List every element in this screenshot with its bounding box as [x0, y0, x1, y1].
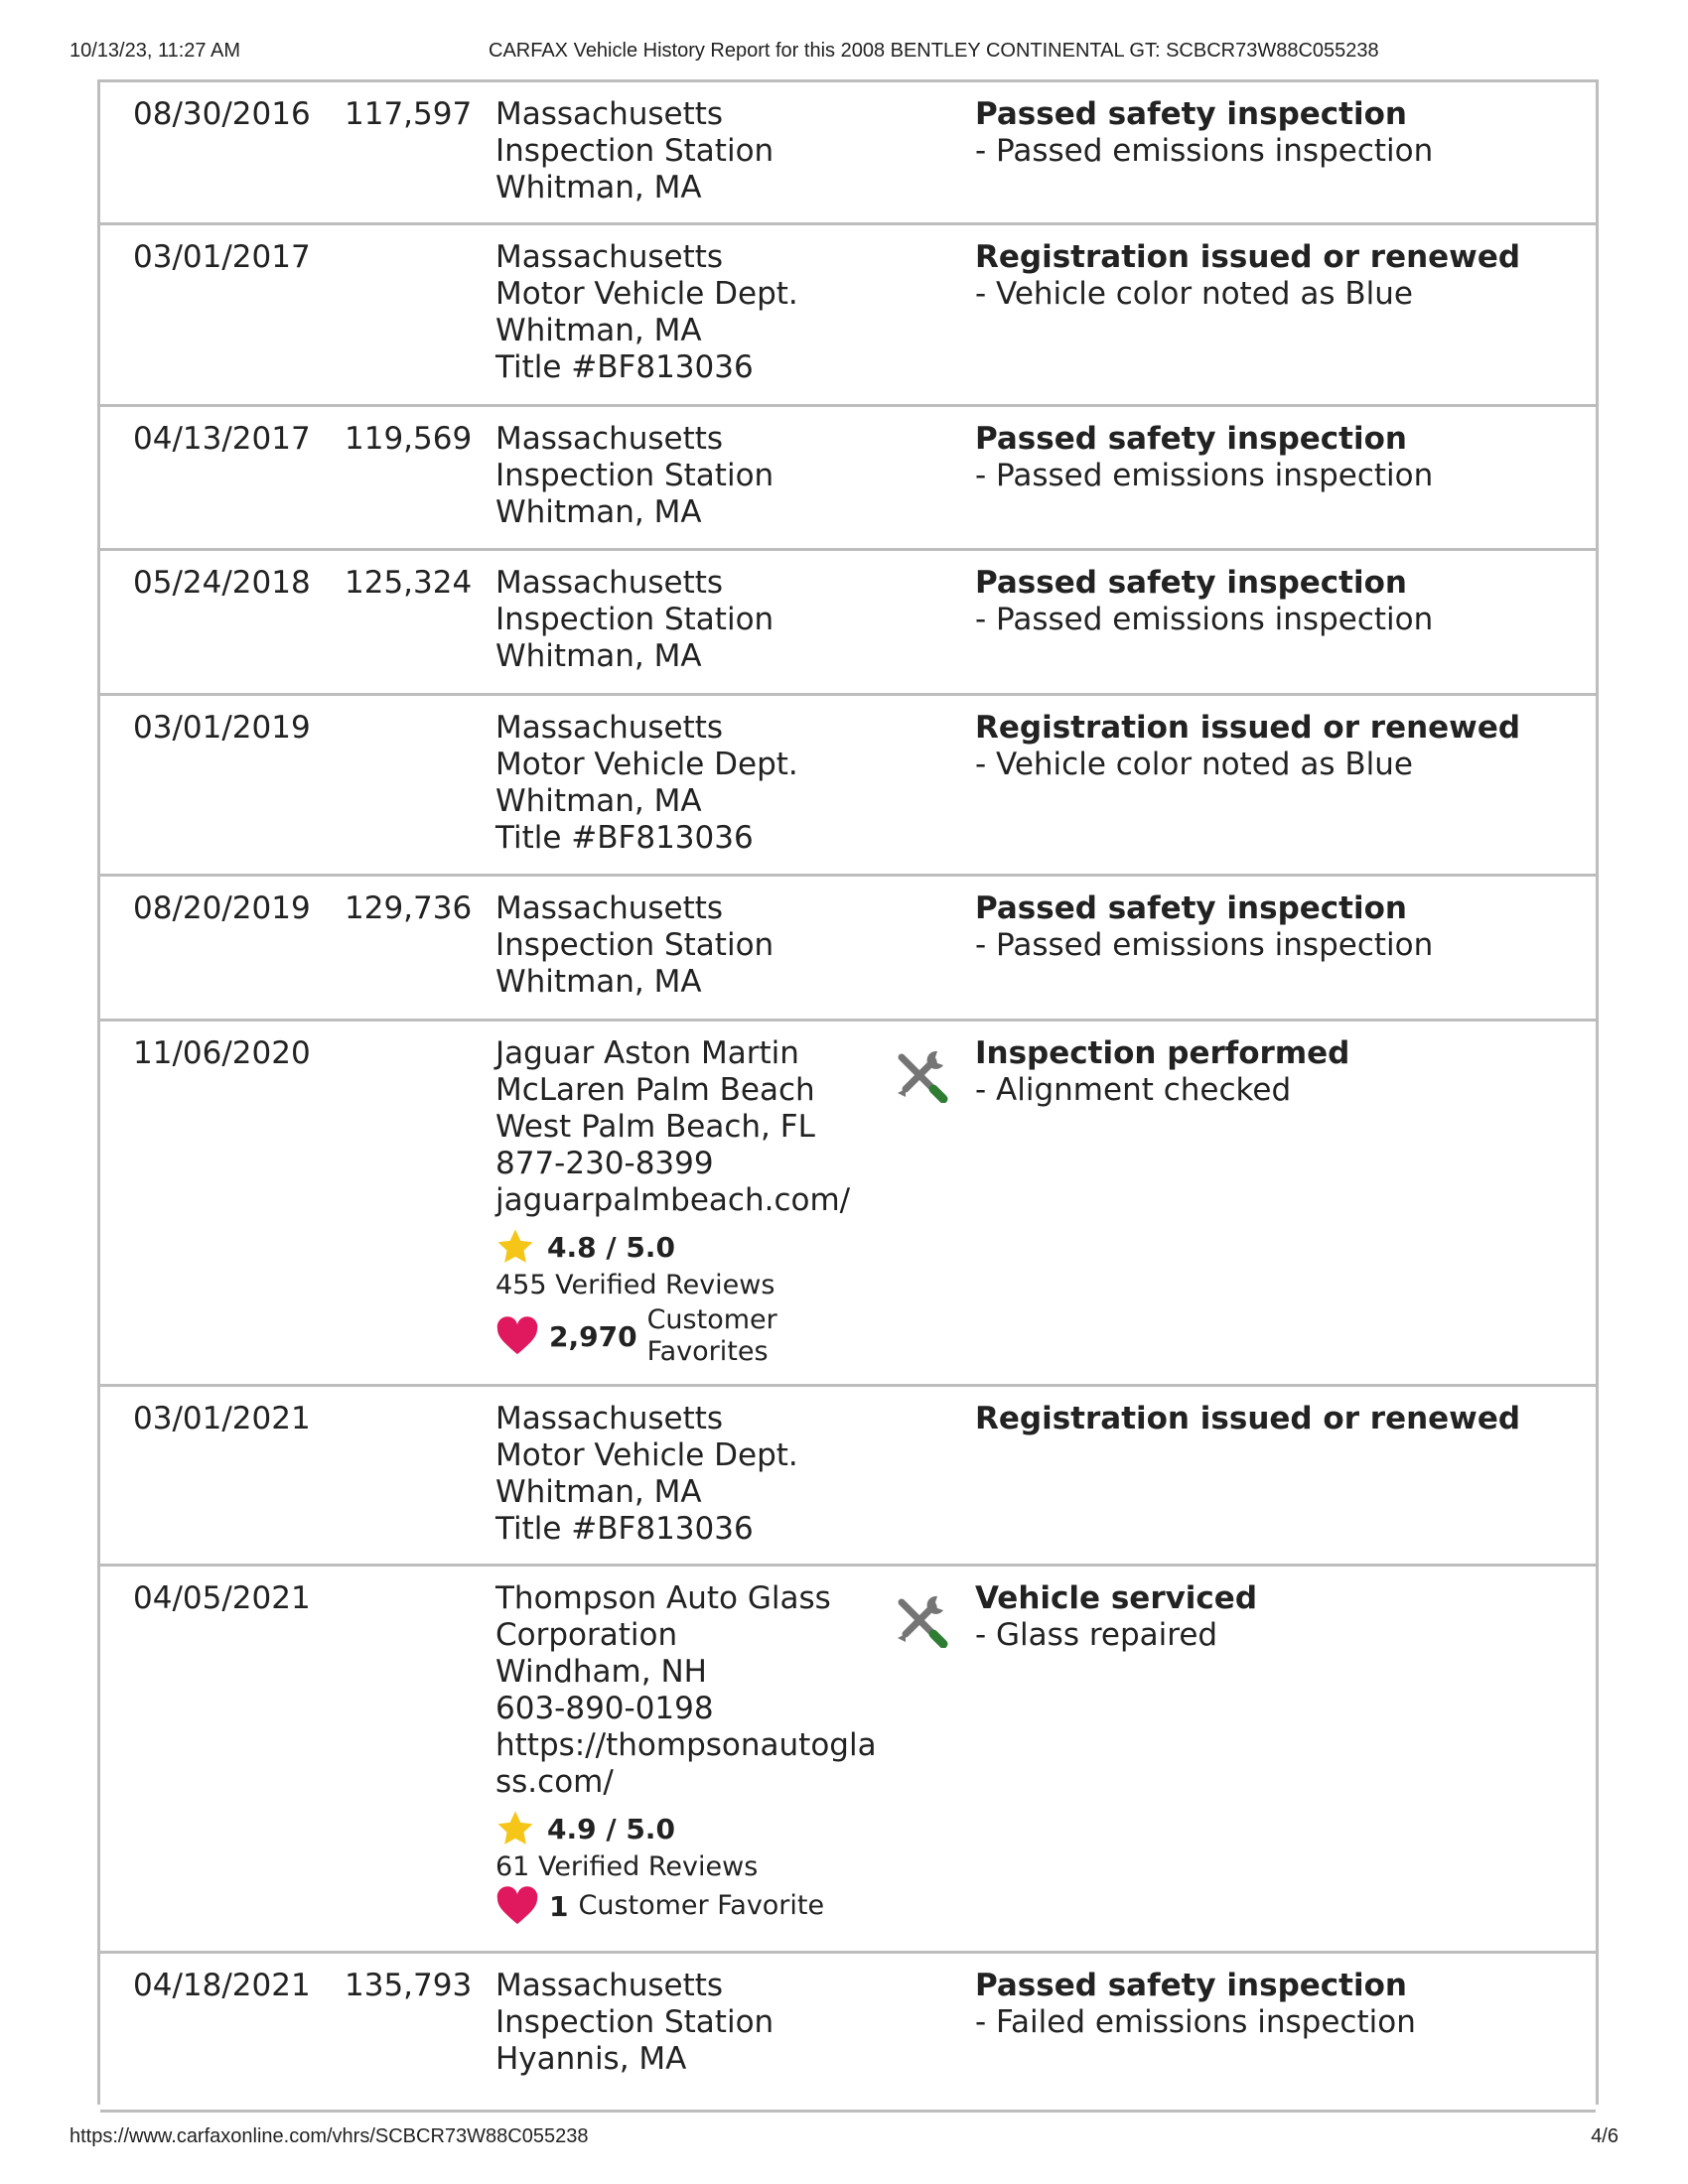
source-line: Inspection Station	[495, 133, 774, 169]
source-line: West Palm Beach, FL	[495, 1109, 815, 1145]
history-record	[100, 877, 1596, 1022]
source-line: Massachusetts	[495, 890, 724, 926]
source-line: jaguarpalmbeach.com/	[495, 1182, 851, 1218]
favorites-count: 2,970	[549, 1319, 637, 1353]
record-details	[975, 1968, 1571, 2041]
source-line: https://thompsonautogla	[495, 1727, 877, 1763]
record-heading: Passed safety inspection	[975, 890, 1407, 926]
record-details	[975, 1035, 1571, 1109]
star-icon	[495, 1227, 535, 1267]
print-footer	[70, 2125, 1618, 2149]
source-line: Motor Vehicle Dept.	[495, 276, 798, 312]
record-source	[495, 1580, 893, 1926]
dealer-rating	[495, 1809, 893, 1848]
history-record	[100, 696, 1596, 877]
record-source	[495, 1035, 893, 1368]
record-heading: Passed safety inspection	[975, 421, 1407, 457]
record-detail: - Vehicle color noted as Blue	[975, 747, 1413, 782]
source-line: Motor Vehicle Dept.	[495, 747, 798, 782]
wrench-screwdriver-icon	[892, 1588, 951, 1648]
record-date: 04/05/2021	[133, 1580, 311, 1616]
record-details	[975, 96, 1571, 170]
record-source	[495, 890, 893, 1001]
source-line: Whitman, MA	[495, 783, 702, 819]
source-line: Whitman, MA	[495, 638, 702, 674]
source-line: Windham, NH	[495, 1654, 707, 1690]
record-odometer: 135,793	[345, 1968, 473, 2003]
favorites-label-line: Customer	[646, 1304, 777, 1335]
heart-icon	[495, 1886, 539, 1926]
source-line: Massachusetts	[495, 421, 724, 457]
record-date: 08/30/2016	[133, 96, 311, 132]
record-details	[975, 890, 1571, 964]
favorites-label-line: Customer Favorite	[578, 1890, 825, 1921]
source-line: Whitman, MA	[495, 964, 702, 1000]
record-detail: - Glass repaired	[975, 1617, 1218, 1653]
record-details	[975, 421, 1571, 494]
record-detail: - Passed emissions inspection	[975, 602, 1434, 637]
record-source	[495, 710, 893, 857]
star-icon	[495, 1809, 535, 1848]
source-line: Whitman, MA	[495, 494, 702, 530]
record-date: 03/01/2021	[133, 1401, 311, 1436]
record-details	[975, 1401, 1571, 1437]
customer-favorites	[495, 1886, 893, 1926]
source-line: Title #BF813036	[495, 349, 754, 385]
source-line: Title #BF813036	[495, 1511, 754, 1547]
favorites-label-line: Favorites	[646, 1336, 769, 1367]
record-odometer: 119,569	[345, 421, 473, 457]
record-heading: Registration issued or renewed	[975, 710, 1521, 746]
source-line: 877-230-8399	[495, 1146, 714, 1181]
history-rows	[100, 82, 1596, 2113]
record-source	[495, 565, 893, 675]
verified-reviews-link[interactable]: 61 Verified Reviews	[495, 1851, 759, 1882]
record-detail: - Alignment checked	[975, 1072, 1292, 1108]
source-line: Title #BF813036	[495, 820, 754, 856]
record-detail: - Passed emissions inspection	[975, 133, 1434, 169]
print-url: https://www.carfaxonline.com/vhrs/SCBCR73W88C055238	[70, 2125, 589, 2147]
record-odometer: 117,597	[345, 96, 473, 132]
record-heading: Vehicle serviced	[975, 1580, 1258, 1616]
record-date: 04/18/2021	[133, 1968, 311, 2003]
record-source	[495, 421, 893, 531]
record-odometer: 125,324	[345, 565, 473, 601]
record-date: 11/06/2020	[133, 1035, 311, 1071]
source-line: Inspection Station	[495, 458, 774, 493]
source-line: Massachusetts	[495, 239, 724, 275]
favorites-label	[578, 1890, 824, 1922]
record-date: 04/13/2017	[133, 421, 311, 457]
history-record	[100, 82, 1596, 225]
favorites-label	[647, 1304, 777, 1368]
record-details	[975, 710, 1571, 783]
record-source	[495, 1401, 893, 1548]
source-line: Massachusetts	[495, 1401, 724, 1436]
source-line: Inspection Station	[495, 2004, 774, 2040]
history-record	[100, 1954, 1596, 2113]
customer-favorites	[495, 1304, 893, 1368]
print-header	[70, 40, 1618, 64]
record-source	[495, 1968, 893, 2078]
verified-reviews-link[interactable]: 455 Verified Reviews	[495, 1270, 775, 1300]
record-date: 05/24/2018	[133, 565, 311, 601]
record-source	[495, 96, 893, 206]
record-detail: - Passed emissions inspection	[975, 458, 1434, 493]
print-title: CARFAX Vehicle History Report for this 2008 BENTLEY CONTINENTAL GT: SCBCR73W88C055238	[489, 40, 1379, 62]
source-line: 603-890-0198	[495, 1691, 714, 1726]
source-line: Whitman, MA	[495, 170, 702, 205]
source-line: Jaguar Aston Martin	[495, 1035, 799, 1071]
source-line: Massachusetts	[495, 565, 724, 601]
record-date: 03/01/2017	[133, 239, 311, 275]
page-number: 4/6	[1591, 2125, 1618, 2147]
history-record	[100, 1567, 1596, 1954]
source-line: Massachusetts	[495, 710, 724, 746]
source-line: Motor Vehicle Dept.	[495, 1437, 798, 1473]
source-line: Whitman, MA	[495, 313, 702, 348]
record-details	[975, 565, 1571, 638]
heart-icon	[495, 1316, 539, 1356]
record-heading: Passed safety inspection	[975, 1968, 1407, 2003]
record-detail: - Vehicle color noted as Blue	[975, 276, 1413, 312]
source-line: Massachusetts	[495, 96, 724, 132]
wrench-screwdriver-icon	[892, 1043, 951, 1103]
record-heading: Passed safety inspection	[975, 96, 1407, 132]
source-line: Corporation	[495, 1617, 678, 1653]
history-table	[97, 79, 1599, 2105]
source-line: Inspection Station	[495, 602, 774, 637]
dealer-rating	[495, 1227, 893, 1267]
history-record	[100, 1022, 1596, 1387]
source-line: Inspection Station	[495, 927, 774, 963]
record-heading: Registration issued or renewed	[975, 1401, 1521, 1436]
source-line: Thompson Auto Glass	[495, 1580, 831, 1616]
record-detail: - Failed emissions inspection	[975, 2004, 1416, 2040]
record-date: 03/01/2019	[133, 710, 311, 746]
rating-score: 4.9 / 5.0	[547, 1812, 675, 1845]
source-line: Whitman, MA	[495, 1474, 702, 1510]
record-details	[975, 239, 1571, 313]
history-record	[100, 1387, 1596, 1567]
record-heading: Passed safety inspection	[975, 565, 1407, 601]
record-detail: - Passed emissions inspection	[975, 927, 1434, 963]
rating-score: 4.8 / 5.0	[547, 1230, 675, 1264]
record-date: 08/20/2019	[133, 890, 311, 926]
print-timestamp: 10/13/23, 11:27 AM	[70, 40, 240, 62]
source-line: Hyannis, MA	[495, 2041, 687, 2077]
favorites-count: 1	[549, 1889, 569, 1923]
history-record	[100, 225, 1596, 407]
history-record	[100, 407, 1596, 551]
source-line: ss.com/	[495, 1764, 614, 1800]
record-source	[495, 239, 893, 386]
source-line: Massachusetts	[495, 1968, 724, 2003]
record-heading: Registration issued or renewed	[975, 239, 1521, 275]
record-heading: Inspection performed	[975, 1035, 1350, 1071]
source-line: McLaren Palm Beach	[495, 1072, 815, 1108]
history-record	[100, 551, 1596, 696]
record-details	[975, 1580, 1571, 1654]
record-odometer: 129,736	[345, 890, 473, 926]
